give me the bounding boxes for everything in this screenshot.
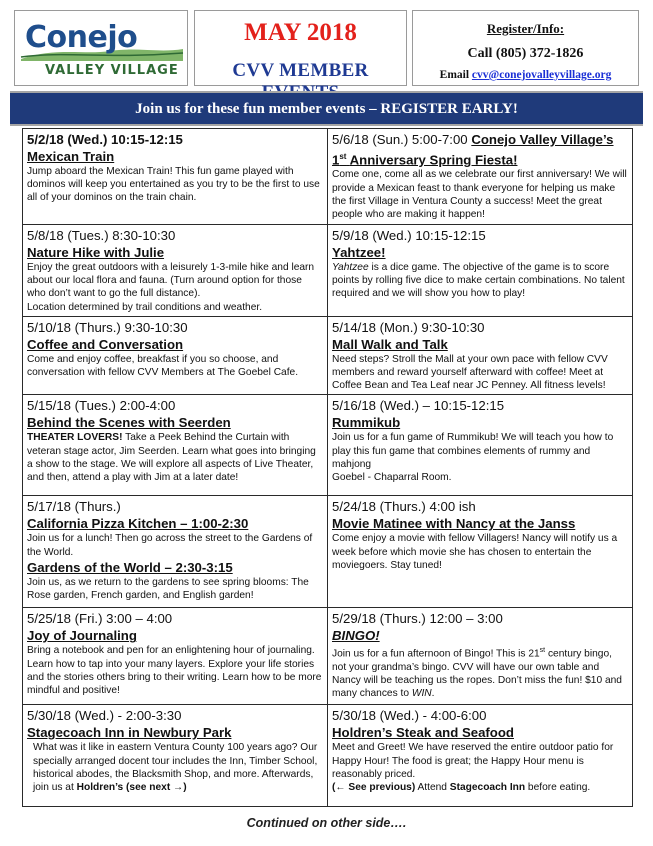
page-title: MAY 2018: [244, 19, 357, 46]
event-date: 5/25/18 (Fri.) 3:00 – 4:00: [27, 611, 173, 627]
event-description-text-2: century bingo, not your grandma’s bingo. CVV will have our own table and Nancy will be teaching us the ropes. Don’t miss the fun! $10 and many chances to: [332, 648, 622, 700]
page-subtitle: CVV MEMBER: [232, 60, 369, 81]
email-line: [413, 69, 638, 81]
event-title: Mall Walk and Talk: [332, 336, 448, 352]
event-description-end: .: [431, 688, 435, 700]
event-date: 5/10/18 (Thurs.) 9:30-10:30: [27, 319, 188, 335]
event-note-bold: (← See previous): [332, 782, 416, 794]
event-note: Location determined by trail conditions and weather.: [27, 301, 263, 313]
event-description: [332, 261, 628, 301]
event-note: Goebel - Chaparral Room.: [332, 472, 452, 484]
event-date: 5/30/18 (Wed.) - 2:00-3:30: [27, 708, 182, 724]
event-title: Mexican Train: [27, 149, 115, 164]
event-cell: [328, 608, 633, 705]
event-cell: [23, 129, 328, 225]
event-description-italic: Yahtzee: [332, 262, 369, 273]
event-note-text: Attend: [415, 782, 450, 794]
event-title-secondary: Gardens of the World – 2:30-3:15: [27, 559, 233, 575]
event-title: Holdren’s Steak and Seafood: [332, 725, 514, 741]
email-link[interactable]: cvv@conejovalleyvillage.org: [471, 69, 612, 81]
event-cell: [328, 129, 633, 225]
title-box: [194, 10, 407, 86]
event-description-bold: Holdren’s (see next →): [76, 782, 187, 794]
event-description-text: What was it like in eastern Ventura County 100 years ago? Our specially arranged docent tour includes the Inn, Timber School, historical abodes, the Blacksmith Shop, and more. Afterwards, join us at: [33, 742, 318, 794]
event-description-text: is a dice game. The objective of the game is to score points by rolling five dice to make certain combinations. No talent required and we will show you how to play!: [332, 262, 625, 300]
event-date: 5/15/18 (Tues.) 2:00-4:00: [27, 398, 176, 414]
event-title: Behind the Scenes with Seerden: [27, 415, 231, 431]
event-title: BINGO!: [332, 628, 380, 644]
event-description: Meet and Greet! We have reserved the entire outdoor patio for Happy Hour! The food is great; the Happy Hour menu is reasonably priced.: [332, 742, 614, 780]
event-cell: [23, 316, 328, 395]
event-date: 5/8/18 (Tues.) 8:30-10:30: [27, 228, 176, 243]
event-date: 5/17/18 (Thurs.): [27, 499, 121, 515]
event-description-superscript: st: [539, 647, 546, 655]
event-note-bold-2: Stagecoach Inn: [449, 782, 526, 794]
event-cell: [328, 705, 633, 807]
event-title: Movie Matinee with Nancy at the Janss: [332, 516, 576, 532]
event-description: Enjoy the great outdoors with a leisurely 1-3-mile hike and learn about our local flora and fauna. (Turn around option for those who don’t want to go the full distance).: [27, 262, 315, 300]
event-title: Rummikub: [332, 415, 401, 431]
event-date: 5/16/18 (Wed.) – 10:15-12:15: [332, 398, 505, 414]
event-note-end: before eating.: [525, 782, 591, 794]
event-description: Come enjoy a movie with fellow Villagers! Nancy will notify us a week before which movie she has chosen to entertain the moviegoers. Stay tuned!: [332, 533, 618, 571]
event-description-secondary: Join us, as we return to the gardens to see spring blooms: The Rose garden, French garden, and English garden!: [27, 576, 309, 602]
event-cell: [23, 705, 328, 807]
event-date: 5/9/18 (Wed.) 10:15-12:15: [332, 228, 486, 243]
event-description: Bring a notebook and pen for an enlightening hour of journaling. Learn how to tap into your many layers. Explore your life stories and the stories others bring to their writing. Learn how to be more mindful and positive!: [27, 645, 322, 697]
event-title: Coffee and Conversation: [27, 336, 184, 352]
event-title-rest: Anniversary Spring Fiesta!: [349, 152, 518, 168]
event-date-line: [332, 132, 628, 148]
logo-word: Conejo: [25, 20, 138, 55]
event-cell: [23, 608, 328, 705]
event-cell: [23, 496, 328, 608]
event-cell: [328, 316, 633, 395]
event-title: Nature Hike with Julie: [27, 245, 165, 260]
event-title-line2: [332, 148, 628, 168]
event-title: Yahtzee!: [332, 245, 386, 260]
event-date: 5/29/18 (Thurs.) 12:00 – 3:00: [332, 611, 503, 627]
event-title: California Pizza Kitchen – 1:00-2:30: [27, 516, 249, 532]
phone-number: Call (805) 372-1826: [467, 46, 584, 61]
event-description-text: Join us for a fun afternoon of Bingo! This is 21: [332, 648, 540, 660]
event-cell: [23, 395, 328, 496]
event-title: Conejo Valley Village’s: [471, 132, 614, 147]
event-title: Stagecoach Inn in Newbury Park: [27, 725, 232, 741]
event-description: Come and enjoy coffee, breakfast if you so choose, and conversation with fellow CVV Members at The Goebel Cafe.: [27, 353, 299, 379]
event-date: 5/24/18 (Thurs.) 4:00 ish: [332, 499, 476, 515]
event-description: [27, 431, 323, 484]
event-note: [332, 781, 628, 794]
event-cell: [328, 496, 633, 608]
register-label: Register/Info:: [486, 21, 565, 36]
event-date: 5/2/18 (Wed.) 10:15-12:15: [27, 132, 183, 147]
event-date: 5/30/18 (Wed.) - 4:00-6:00: [332, 708, 487, 724]
event-cell: [328, 225, 633, 317]
event-description: Need steps? Stroll the Mall at your own pace with fellow CVV members and reward yourself afterward with coffee! Meet at Coffee Bean and Tea Leaf near JC Penney. All fitness levels!: [332, 353, 608, 392]
event-description-text: Take a Peek Behind the Curtain with veteran stage actor, Jim Seerden. Learn what goes into bringing a show to the stage. We will explore all aspects of Live Theater, and then, attend a play with Jim at a later date!: [27, 432, 316, 484]
contact-box: [412, 10, 639, 86]
event-description: Join us for a lunch! Then go across the street to the Gardens of the World.: [27, 533, 313, 558]
page-header: [0, 0, 653, 90]
conejo-valley-village-logo: [14, 10, 188, 86]
event-description-italic: WIN: [411, 688, 432, 700]
banner: Join us for these fun member events – REGISTER EARLY!: [10, 91, 643, 126]
event-description-bold: THEATER LOVERS!: [27, 432, 123, 444]
event-description: [332, 644, 628, 700]
event-title-number: 1: [332, 152, 340, 168]
event-description: Jump aboard the Mexican Train! This fun game played with dominos will keep you entertained as you try to be the first to use all of your dominos on the train chain.: [27, 166, 320, 204]
event-description: [27, 741, 323, 794]
event-description: Join us for a fun game of Rummikub! We will teach you how to play this fun game that combines elements of rummy and mahjong: [332, 432, 614, 470]
event-date: 5/6/18 (Sun.) 5:00-7:00: [332, 132, 468, 147]
logo-subtitle: VALLEY VILLAGE: [45, 63, 179, 78]
event-description: Come one, come all as we celebrate our first anniversary! We will provide a Mexican feast to thank everyone for helping us make the first Village in Ventura County a success! Meet the great people who are making it happen!: [332, 169, 627, 220]
event-cell: [23, 225, 328, 317]
footer-note: Continued on other side….: [246, 816, 407, 830]
email-label: Email: [439, 69, 470, 81]
events-table: [22, 128, 633, 807]
event-title-superscript: st: [339, 152, 347, 161]
event-title: Joy of Journaling: [27, 628, 137, 644]
event-cell: [328, 395, 633, 496]
event-date: 5/14/18 (Mon.) 9:30-10:30: [332, 319, 485, 335]
